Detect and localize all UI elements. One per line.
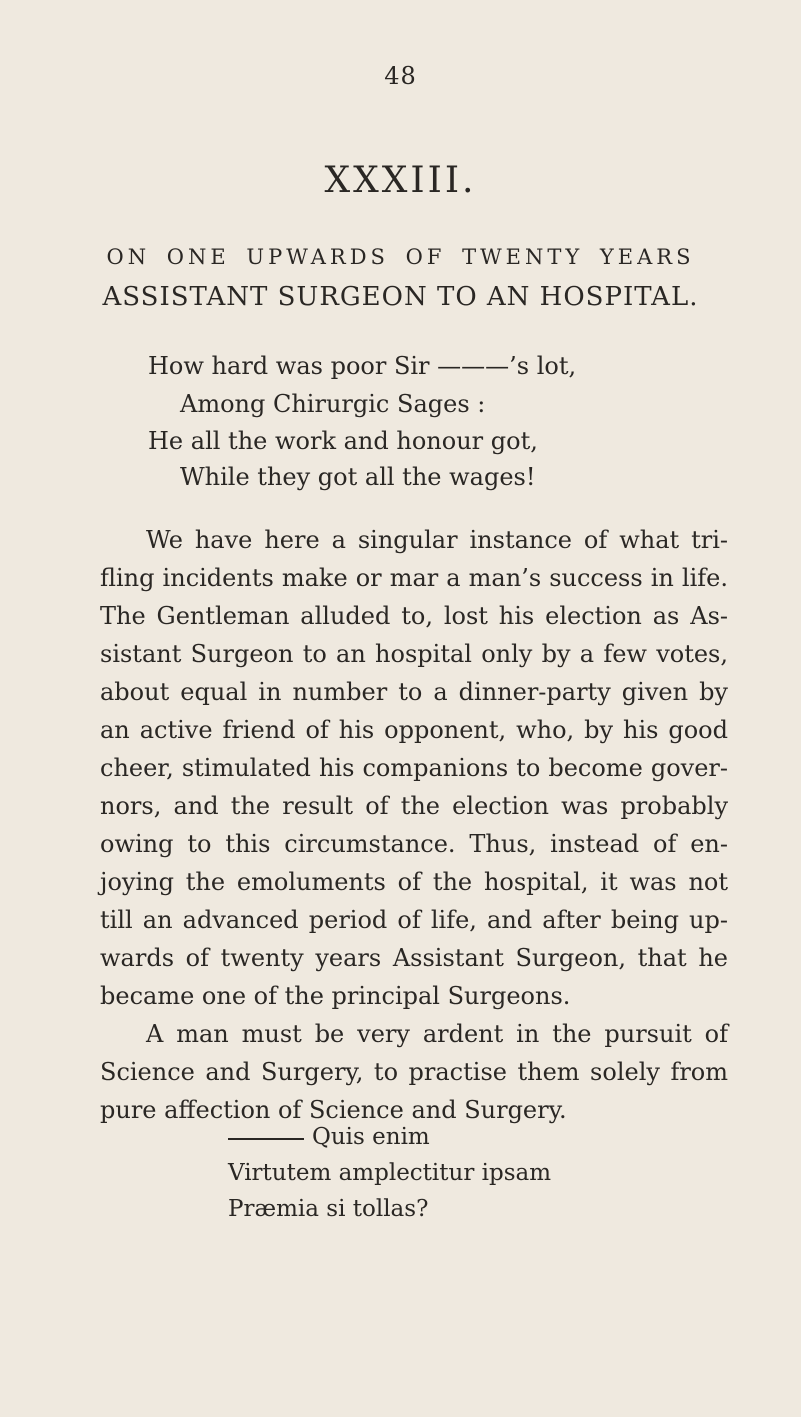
prose-line: pure affection of Science and Surgery. — [100, 1096, 567, 1124]
quotation-line: Quis enim — [312, 1124, 430, 1150]
section-title: ASSISTANT SURGEON TO AN HOSPITAL. — [102, 282, 699, 312]
prose-line: nors, and the result of the election was probably — [100, 792, 728, 820]
verse-line: Among Chirurgic Sages : — [180, 390, 486, 418]
prose-line: wards of twenty years Assistant Surgeon, that he — [100, 944, 728, 972]
quotation-line: Virtutem amplectitur ipsam — [228, 1160, 552, 1186]
section-numeral: XXXIII. — [324, 160, 477, 201]
page-number: 48 — [384, 62, 417, 90]
verse-line: He all the work and honour got, — [148, 427, 538, 455]
prose-line: till an advanced period of life, and after being up- — [100, 906, 728, 934]
prose-line: owing to this circumstance. Thus, instead of en- — [100, 830, 728, 858]
section-subtitle: ON ONE UPWARDS OF TWENTY YEARS — [106, 245, 695, 269]
prose-line: We have here a singular instance of what tri- — [146, 526, 728, 554]
prose-line: fling incidents make or mar a man’s success in life. — [100, 564, 728, 592]
quotation-dash — [228, 1138, 304, 1140]
verse-line: How hard was poor Sir ———’s lot, — [148, 352, 577, 380]
prose-line: The Gentleman alluded to, lost his election as As- — [100, 602, 728, 630]
quotation-line: Præmia si tollas? — [228, 1196, 429, 1222]
prose-line: joying the emoluments of the hospital, it was not — [100, 868, 728, 896]
prose-line: an active friend of his opponent, who, by his good — [100, 716, 728, 744]
prose-line: cheer, stimulated his companions to become gover- — [100, 754, 728, 782]
prose-line: became one of the principal Surgeons. — [100, 982, 571, 1010]
prose-line: about equal in number to a dinner-party given by — [100, 678, 728, 706]
prose-line: sistant Surgeon to an hospital only by a few votes, — [100, 640, 728, 668]
prose-line: Science and Surgery, to practise them solely from — [100, 1058, 728, 1086]
verse-line: While they got all the wages! — [180, 463, 536, 491]
prose-line: A man must be very ardent in the pursuit of — [146, 1020, 728, 1048]
